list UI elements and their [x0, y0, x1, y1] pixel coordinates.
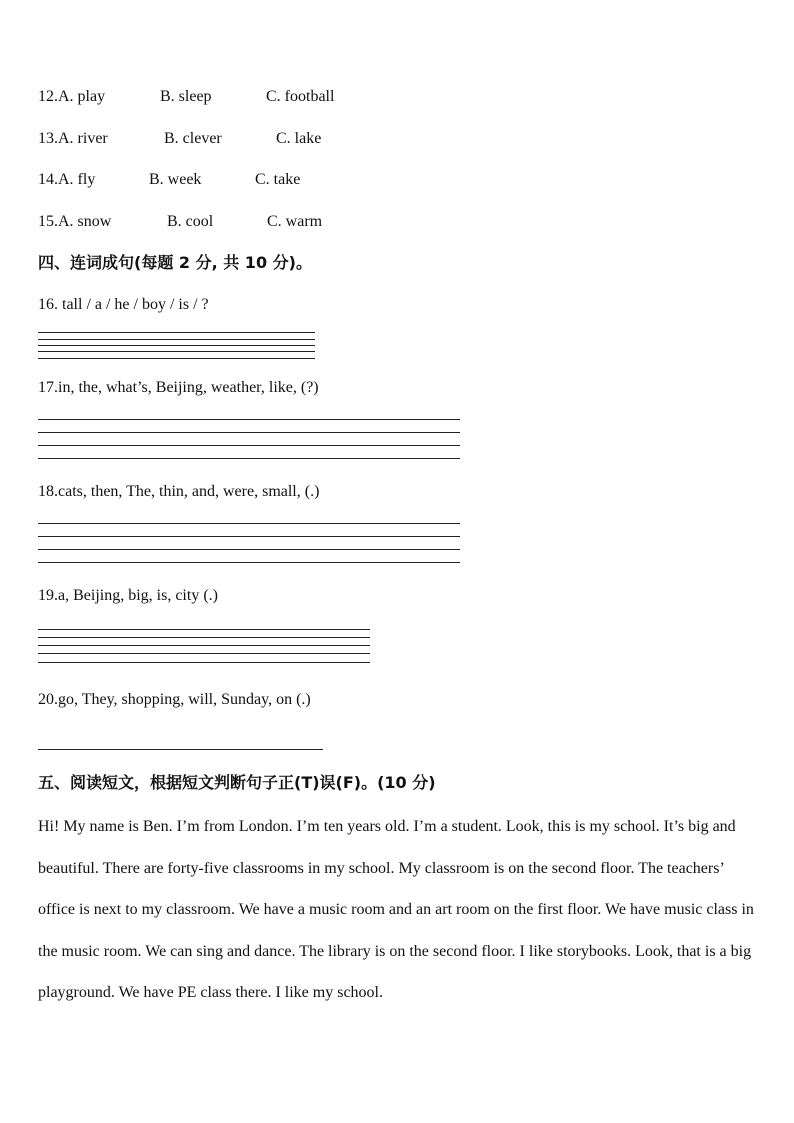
question-words: a, Beijing, big, is, city (.)	[58, 587, 218, 604]
question-words: go, They, shopping, will, Sunday, on (.)	[58, 691, 311, 708]
question-words: cats, then, The, thin, and, were, small, (.)	[58, 483, 320, 500]
option-a: A. snow	[58, 213, 112, 230]
answer-line	[38, 536, 460, 537]
answer-line	[38, 445, 460, 446]
answer-line	[38, 458, 460, 459]
question-17	[38, 378, 319, 398]
question-19	[38, 586, 218, 606]
option-a: A. fly	[58, 171, 96, 188]
option-c: C. take	[255, 171, 301, 188]
answer-line	[38, 549, 460, 550]
question-number: 19.	[38, 587, 58, 604]
answer-line	[38, 749, 323, 750]
question-15	[38, 212, 323, 232]
question-number: 14.	[38, 171, 58, 188]
question-13	[38, 129, 322, 149]
answer-line	[38, 332, 315, 333]
question-16	[38, 295, 209, 315]
question-number: 15.	[38, 213, 58, 230]
option-b: B. clever	[164, 130, 222, 147]
question-number: 17.	[38, 379, 58, 396]
option-a: A. river	[58, 130, 108, 147]
option-c: C. warm	[267, 213, 323, 230]
question-number: 16.	[38, 296, 58, 313]
section-4-heading: 四、连词成句(每题 2 分, 共 10 分)。	[38, 253, 312, 272]
answer-line	[38, 629, 370, 630]
option-b: B. sleep	[160, 88, 212, 105]
answer-line	[38, 432, 460, 433]
option-b: B. week	[149, 171, 202, 188]
answer-line	[38, 339, 315, 340]
question-words: tall / a / he / boy / is / ?	[58, 296, 209, 313]
option-c: C. lake	[276, 130, 322, 147]
answer-line	[38, 562, 460, 563]
answer-line	[38, 358, 315, 359]
answer-line	[38, 419, 460, 420]
answer-line	[38, 523, 460, 524]
answer-line	[38, 345, 315, 346]
answer-line	[38, 637, 370, 638]
option-c: C. football	[266, 88, 335, 105]
question-number: 12.	[38, 88, 58, 105]
answer-line	[38, 662, 370, 663]
question-12	[38, 87, 335, 107]
section-5-heading: 五、阅读短文，根据短文判断句子正(T)误(F)。(10 分)	[38, 773, 436, 792]
reading-passage: Hi! My name is Ben. I’m from London. I’m ten years old. I’m a student. Look, this is my school. It’s big and beautiful. There are forty-five classrooms in my school. My classroom is on the second floor. The teachers’ office is next to my classroom. We have a music room and an art room on the first floor. We have music class in the music room. We can sing and dance. The library is on the second floor. I like storybooks. Look, that is a big playground. We have PE class there. I like my school.	[38, 818, 754, 1002]
answer-line	[38, 351, 315, 352]
question-20	[38, 690, 311, 710]
question-18	[38, 482, 319, 502]
question-14	[38, 170, 301, 190]
answer-line	[38, 653, 370, 654]
question-number: 18.	[38, 483, 58, 500]
option-b: B. cool	[167, 213, 214, 230]
question-number: 20.	[38, 691, 58, 708]
answer-line	[38, 645, 370, 646]
question-words: in, the, what’s, Beijing, weather, like, (?)	[58, 379, 319, 396]
question-number: 13.	[38, 130, 58, 147]
option-a: A. play	[58, 88, 106, 105]
